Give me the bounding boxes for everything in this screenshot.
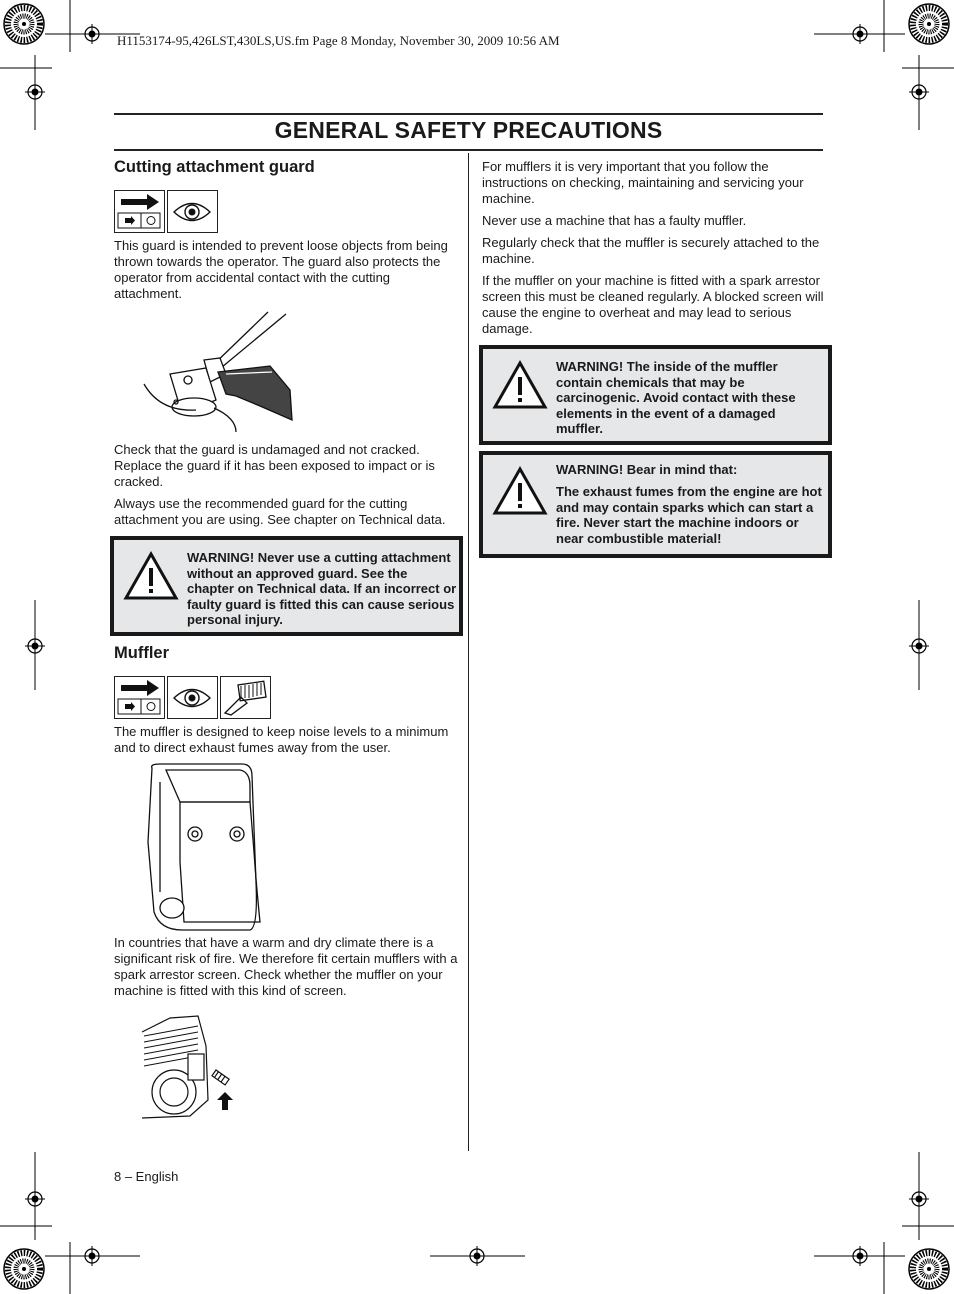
warning-box-carcinogenic	[479, 345, 832, 445]
eye-icon	[167, 676, 218, 719]
arrow-book-icon	[114, 190, 165, 233]
warning-box-guard	[110, 536, 463, 636]
eye-icon	[167, 190, 218, 233]
right-paragraph-4: If the muffler on your machine is fitted with a spark arrestor screen this must be cleaned regularly. A blocked screen will cause the engine to overheat and may lead to serious damage.	[482, 273, 824, 336]
right-paragraph-1: For mufflers it is very important that you follow the instructions on checking, maintaining and servicing your machine.	[482, 159, 804, 206]
warning-title-exhaust: WARNING! Bear in mind that:	[556, 462, 738, 477]
guard-paragraph-2: Check that the guard is undamaged and not cracked. Replace the guard if it has been exposed to impact or is cracked.	[114, 442, 435, 489]
warning-triangle-icon	[491, 359, 549, 411]
brush-icon	[220, 676, 271, 719]
muffler-paragraph-1: The muffler is designed to keep noise levels to a minimum and to direct exhaust fumes away from the user.	[114, 724, 449, 755]
trimmer-guard-illustration	[140, 310, 300, 432]
right-paragraph-3: Regularly check that the muffler is securely attached to the machine.	[482, 235, 820, 266]
section-heading-guard: Cutting attachment guard	[114, 158, 315, 176]
warning-text-guard: WARNING! Never use a cutting attachment without an approved guard. See the chapter on Technical data. If an incorrect or faulty guard is fitted this can cause serious personal injury.	[187, 550, 457, 628]
warning-triangle-icon	[491, 465, 549, 517]
section-heading-muffler: Muffler	[114, 644, 169, 662]
arrow-book-icon	[114, 676, 165, 719]
guard-paragraph-1: This guard is intended to prevent loose objects from being thrown towards the operator. The guard also protects the operator from accidental contact with the cutting attachment.	[114, 238, 448, 301]
file-slug: H1153174-95,426LST,430LS,US.fm Page 8 Monday, November 30, 2009 10:56 AM	[117, 33, 560, 48]
warning-text-carcinogenic: WARNING! The inside of the muffler contain chemicals that may be carcinogenic. Avoid contact with these elements in the event of a damaged muffler.	[556, 359, 796, 437]
title-top-rule	[114, 113, 823, 115]
spark-arrestor-illustration	[140, 1012, 240, 1120]
page-footer: 8 – English	[114, 1169, 179, 1184]
title-bottom-rule	[114, 149, 823, 151]
warning-triangle-icon	[122, 550, 180, 602]
warning-text-exhaust: The exhaust fumes from the engine are hot and may contain sparks which can start a fire. Never start the machine indoors or near combustible material!	[556, 484, 822, 546]
muffler-paragraph-2: In countries that have a warm and dry climate there is a significant risk of fire. We therefore fit certain mufflers with a spark arrestor screen. Check whether the muffler on your machine is fitted with this kind of screen.	[114, 935, 458, 998]
muffler-illustration	[140, 762, 270, 934]
page-title: GENERAL SAFETY PRECAUTIONS	[274, 117, 663, 143]
right-paragraph-2: Never use a machine that has a faulty muffler.	[482, 213, 747, 228]
warning-box-exhaust	[479, 451, 832, 558]
guard-paragraph-3: Always use the recommended guard for the cutting attachment you are using. See chapter on Technical data.	[114, 496, 446, 527]
column-divider	[468, 153, 469, 1151]
